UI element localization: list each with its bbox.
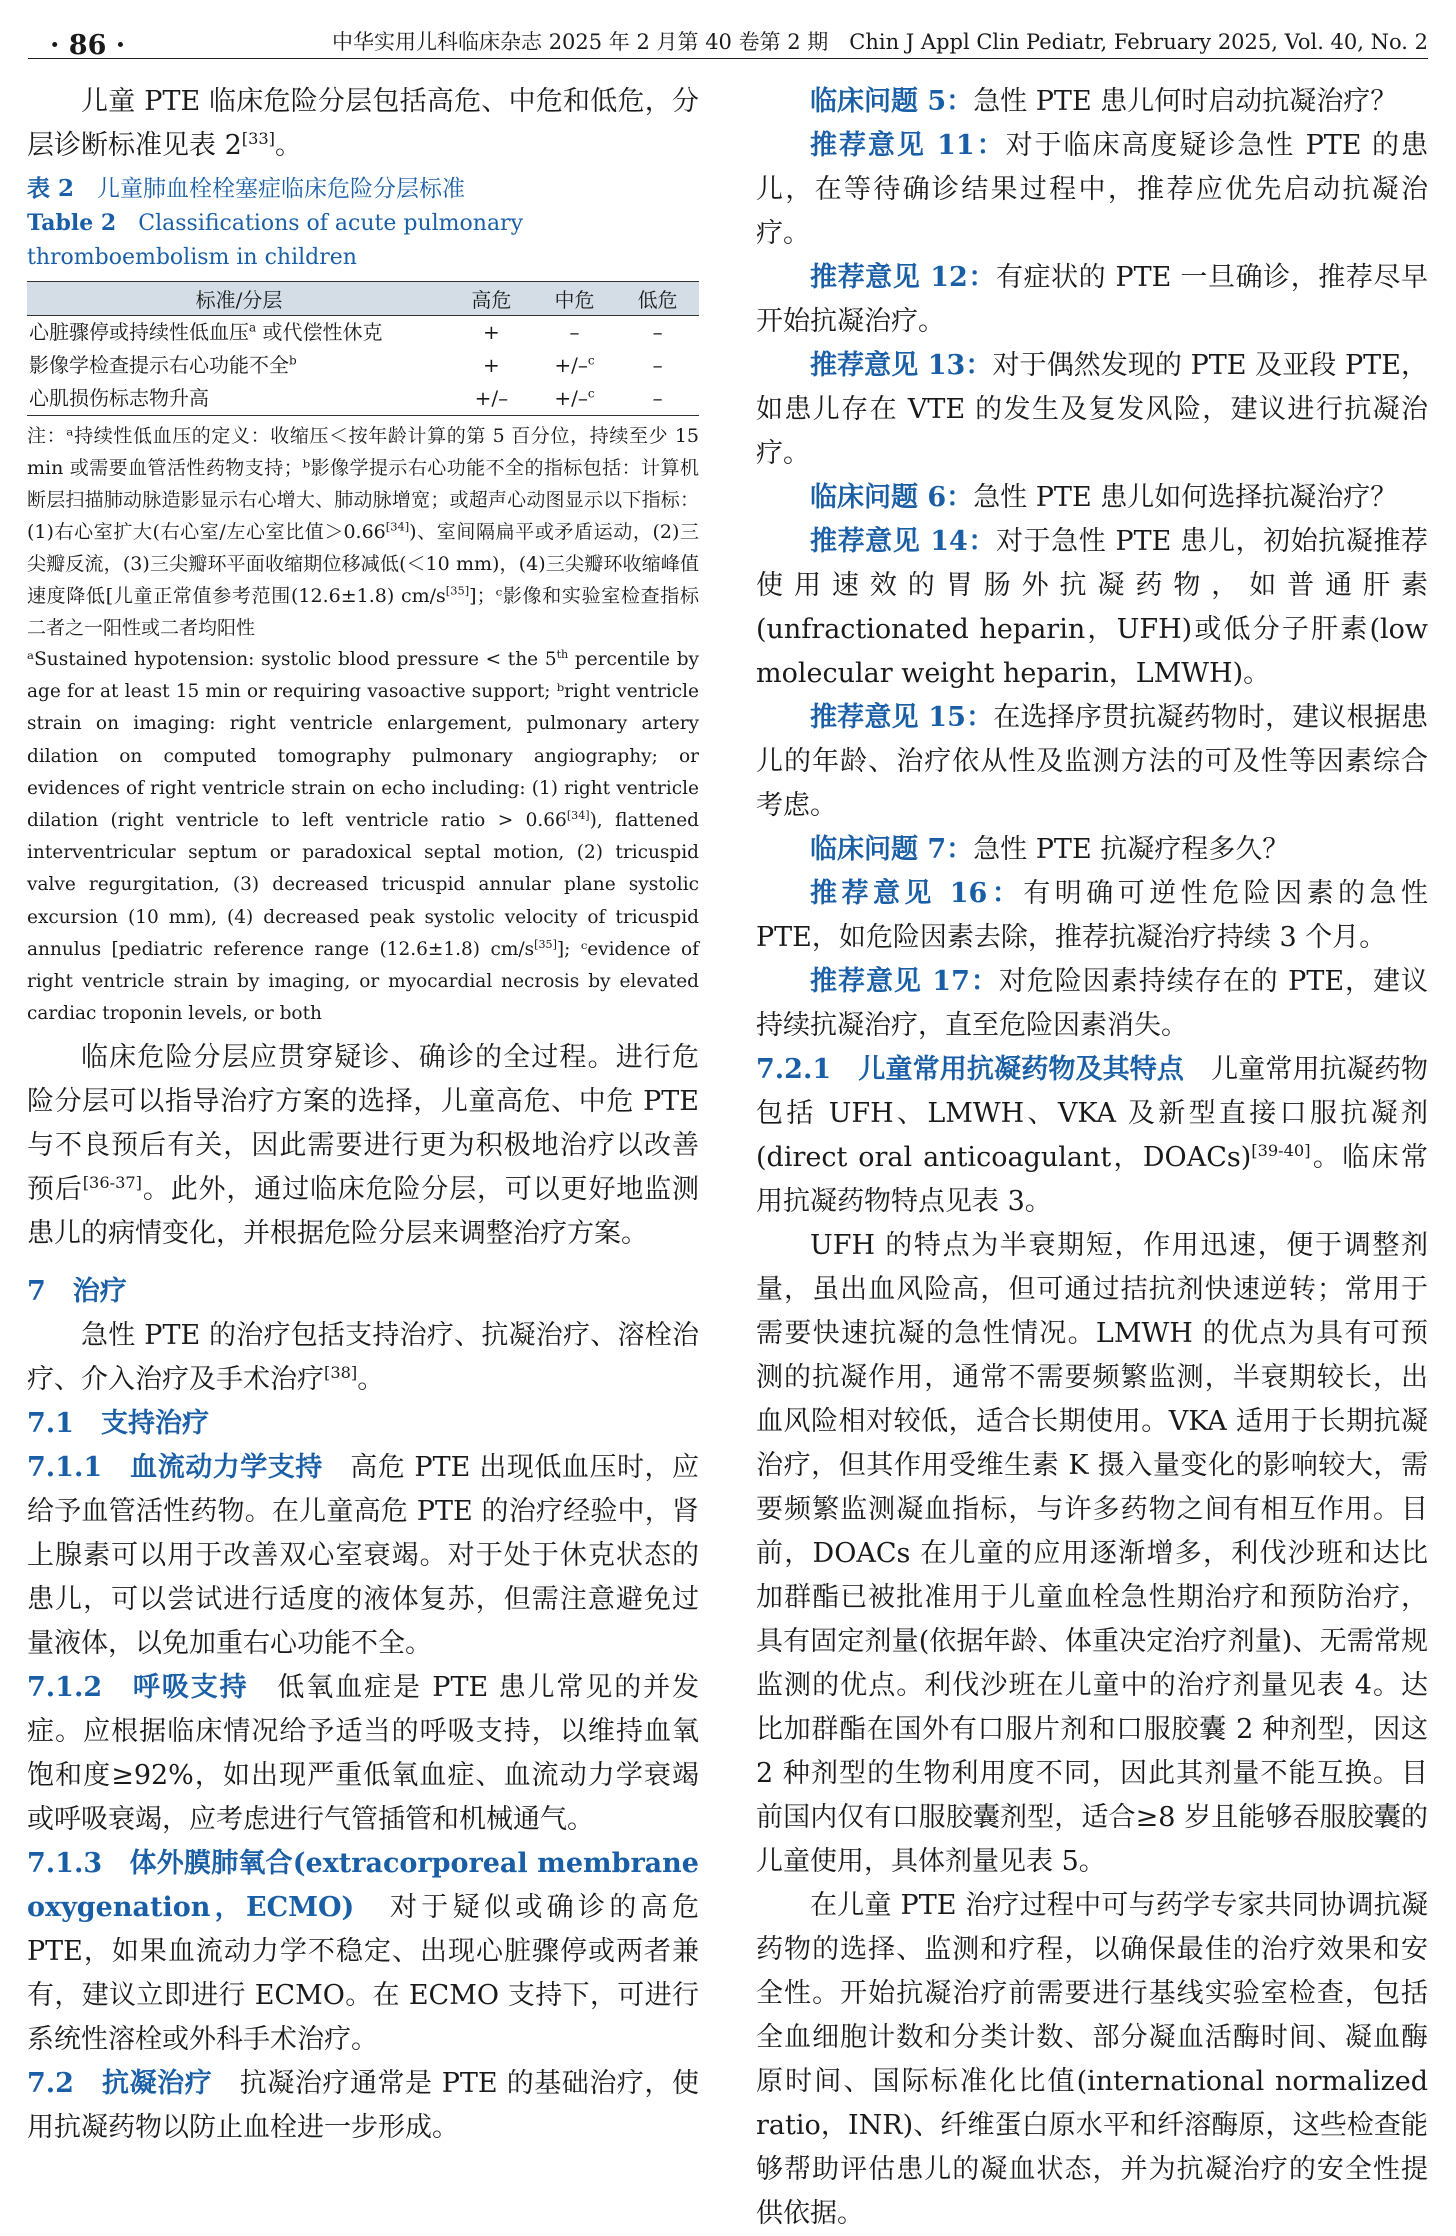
table-cell: + bbox=[483, 353, 500, 377]
body-paragraph: 7.1.1 血流动力学支持 高危 PTE 出现低血压时，应给予血管活性药物。在儿童高危 PTE 的治疗经验中，肾上腺素可以用于改善双心室衰竭。对于处于休克状态的患儿，可以尝试进行适度的液体复苏，但需注意避免过量液体，以免加重右心功能不全。 bbox=[27, 1452, 699, 1660]
recommendation: 推荐意见 12：有症状的 PTE 一旦确诊，推荐尽早开始抗凝治疗。 bbox=[756, 262, 1428, 337]
clinical-question: 临床问题 6：急性 PTE 患儿如何选择抗凝治疗？ bbox=[810, 482, 1398, 513]
body-paragraph: 7.2.1 儿童常用抗凝药物及其特点 儿童常用抗凝药物包括 UFH、LMWH、VKA 及新型直接口服抗凝剂(direct oral anticoagulant，DOACs)[39-40]。临床常用抗凝药物特点见表 3。 bbox=[756, 1054, 1429, 1217]
page-header bbox=[28, 18, 1428, 59]
table-row bbox=[27, 349, 699, 382]
body-paragraph: 7.2 抗凝治疗 抗凝治疗通常是 PTE 的基础治疗，使用抗凝药物以防止血栓进一步形成。 bbox=[27, 2068, 699, 2144]
section-heading: 7.1 支持治疗 bbox=[27, 1408, 209, 1440]
table-note-cn: 注：ᵃ持续性低血压的定义：收缩压＜按年龄计算的第 5 百分位，持续至少 15 min 或需要血管活性药物支持；ᵇ影像学提示右心功能不全的指标包括：计算机断层扫描肺动脉造影显示右心增大、肺动脉增宽；或超声心动图显示以下指标：(1)右心室扩大(右心室/左心室比值＞0.66[34])、室间隔扁平或矛盾运动，(2)三尖瓣反流，(3)三尖瓣环平面收缩期位移减低(＜10 mm)，(4)三尖瓣环收缩峰值速度降低[儿童正常值参考范围(12.6±1.8) cm/s[35]]；ᶜ影像和实验室检查指标二者之一阳性或二者均阳性 bbox=[27, 425, 699, 639]
table-header-cell: 中危 bbox=[533, 282, 616, 316]
right-column bbox=[756, 80, 1428, 2236]
table-cell: – bbox=[569, 320, 580, 344]
table-note-en: ᵃSustained hypotension: systolic blood pressure < the 5th percentile by age for at least 15 min or requiring vasoactive support; ᵇright ventricle strain on imaging: right ventricle enlargement, pulmonary artery dilation on computed tomography pulmonary angiography; or evidences of right ventricle strain on echo including: (1) right ventricle dilation (right ventricle to left ventricle ratio > 0.66[34]), flattened interventricular septum or paradoxical septal motion, (2) tricuspid valve regurgitation, (3) decreased tricuspid annular plane systolic excursion (10 mm), (4) decreased peak systolic velocity of tricuspid annulus [pediatric reference range (12.6±1.8) cm/s[35]]; ᶜevidence of right ventricle strain by imaging, or myocardial necrosis by elevated cardiac troponin levels, or both bbox=[27, 647, 699, 1025]
recommendation: 推荐意见 13：对于偶然发现的 PTE 及亚段 PTE，如患儿存在 VTE 的发生及复发风险，建议进行抗凝治疗。 bbox=[756, 350, 1428, 469]
recommendation: 推荐意见 17：对危险因素持续存在的 PTE，建议持续抗凝治疗，直至危险因素消失。 bbox=[756, 966, 1428, 1041]
table-cell: 心脏骤停或持续性低血压$^a$ 或代偿性休克 bbox=[29, 320, 383, 344]
body-paragraph: 急性 PTE 的治疗包括支持治疗、抗凝治疗、溶栓治疗、介入治疗及手术治疗[38]。 bbox=[27, 1320, 699, 1396]
table-cell: 影像学检查提示右心功能不全$^b$ bbox=[29, 353, 297, 377]
recommendation: 推荐意见 14：对于急性 PTE 患儿，初始抗凝推荐使用速效的胃肠外抗凝药物，如普通肝素(unfractionated heparin，UFH)或低分子肝素(low molecular weight heparin，LMWH)。 bbox=[756, 526, 1428, 689]
table-cell: +/– bbox=[450, 382, 533, 416]
table-cell: – bbox=[652, 353, 663, 377]
body-paragraph: 临床危险分层应贯穿疑诊、确诊的全过程。进行危险分层可以指导治疗方案的选择，儿童高危、中危 PTE 与不良预后有关，因此需要进行更为积极地治疗以改善预后[36-37]。此外，通过临床危险分层，可以更好地监测患儿的病情变化，并根据危险分层来调整治疗方案。 bbox=[27, 1042, 700, 1250]
table-cell: + bbox=[483, 320, 500, 344]
page-number: · 86 · bbox=[50, 30, 126, 61]
risk-stratification-table bbox=[27, 281, 699, 416]
table-header-cell: 高危 bbox=[450, 282, 533, 316]
table-cell: – bbox=[616, 382, 699, 416]
table-row bbox=[27, 316, 699, 350]
recommendation: 推荐意见 11：对于临床高度疑诊急性 PTE 的患儿，在等待确诊结果过程中，推荐应优先启动抗凝治疗。 bbox=[756, 130, 1428, 249]
table-header-cell: 标准/分层 bbox=[27, 282, 450, 316]
table-cell: – bbox=[652, 320, 663, 344]
left-column bbox=[27, 80, 699, 2150]
body-paragraph: 在儿童 PTE 治疗过程中可与药学专家共同协调抗凝药物的选择、监测和疗程，以确保最佳的治疗效果和安全性。开始抗凝治疗前需要进行基线实验室检查，包括全血细胞计数和分类计数、部分凝血活酶时间、凝血酶原时间、国际标准化比值(international normalized ratio，INR)、纤维蛋白原水平和纤溶酶原，这些检查能够帮助评估患儿的凝血状态，并为抗凝治疗的安全性提供依据。 bbox=[756, 1890, 1428, 2229]
clinical-question: 临床问题 7：急性 PTE 抗凝疗程多久？ bbox=[810, 834, 1290, 865]
table-header-row bbox=[27, 282, 699, 316]
table-cell: +/–$^c$ bbox=[554, 353, 595, 377]
section-heading: 7 治疗 bbox=[27, 1276, 127, 1308]
recommendation: 推荐意见 15：在选择序贯抗凝药物时，建议根据患儿的年龄、治疗依从性及监测方法的可及性等因素综合考虑。 bbox=[756, 702, 1429, 821]
table-header-cell: 低危 bbox=[616, 282, 699, 316]
intro-paragraph: 儿童 PTE 临床危险分层包括高危、中危和低危，分层诊断标准见表 2[33]。 bbox=[27, 86, 699, 161]
table-caption: 表 2 儿童肺血栓栓塞症临床危险分层标准 bbox=[27, 175, 466, 202]
recommendation: 推荐意见 16：有明确可逆性危险因素的急性 PTE，如危险因素去除，推荐抗凝治疗持续 3 个月。 bbox=[756, 878, 1428, 953]
clinical-question: 临床问题 5：急性 PTE 患儿何时启动抗凝治疗？ bbox=[810, 86, 1398, 117]
journal-running-head: 中华实用儿科临床杂志 2025 年 2 月第 40 卷第 2 期 Chin J Appl Clin Pediatr, February 2025, Vol. 40, No. 2 bbox=[332, 30, 1428, 54]
body-paragraph: UFH 的特点为半衰期短，作用迅速，便于调整剂量，虽出血风险高，但可通过拮抗剂快速逆转；常用于需要快速抗凝的急性情况。LMWH 的优点为具有可预测的抗凝作用，通常不需要频繁监测，半衰期较长，出血风险相对较低，适合长期使用。VKA 适用于长期抗凝治疗，但其作用受维生素 K 摄入量变化的影响较大，需要频繁监测凝血指标，与许多药物之间有相互作用。目前，DOACs 在儿童的应用逐渐增多，利伐沙班和达比加群酯已被批准用于儿童血栓急性期治疗和预防治疗，具有固定剂量(依据年龄、体重决定治疗剂量)、无需常规监测的优点。利伐沙班在儿童中的治疗剂量见表 4。达比加群酯在国外有口服片剂和口服胶囊 2 种剂型，因这 2 种剂型的生物利用度不同，因此其剂量不能互换。目前国内仅有口服胶囊剂型，适合≥8 岁且能够吞服胶囊的儿童使用，具体剂量见表 5。 bbox=[756, 1230, 1428, 1877]
body-paragraph: 7.1.2 呼吸支持 低氧血症是 PTE 患儿常见的并发症。应根据临床情况给予适当的呼吸支持，以维持血氧饱和度≥92%，如出现严重低氧血症、血流动力学衰竭或呼吸衰竭，应考虑进行气管插管和机械通气。 bbox=[27, 1672, 699, 1836]
body-paragraph: 7.1.3 体外膜肺氧合(extracorporeal membrane oxygenation，ECMO) 对于疑似或确诊的高危 PTE，如果血流动力学不稳定、出现心脏骤停或两者兼有，建议立即进行 ECMO。在 ECMO 支持下，可进行系统性溶栓或外科手术治疗。 bbox=[27, 1848, 700, 2056]
table-cell: +/–$^c$ bbox=[533, 382, 616, 416]
table-row bbox=[27, 382, 699, 416]
table-caption-en: Table 2 Classifications of acute pulmonary thromboembolism in children bbox=[27, 210, 524, 270]
table-cell: 心肌损伤标志物升高 bbox=[27, 382, 450, 416]
